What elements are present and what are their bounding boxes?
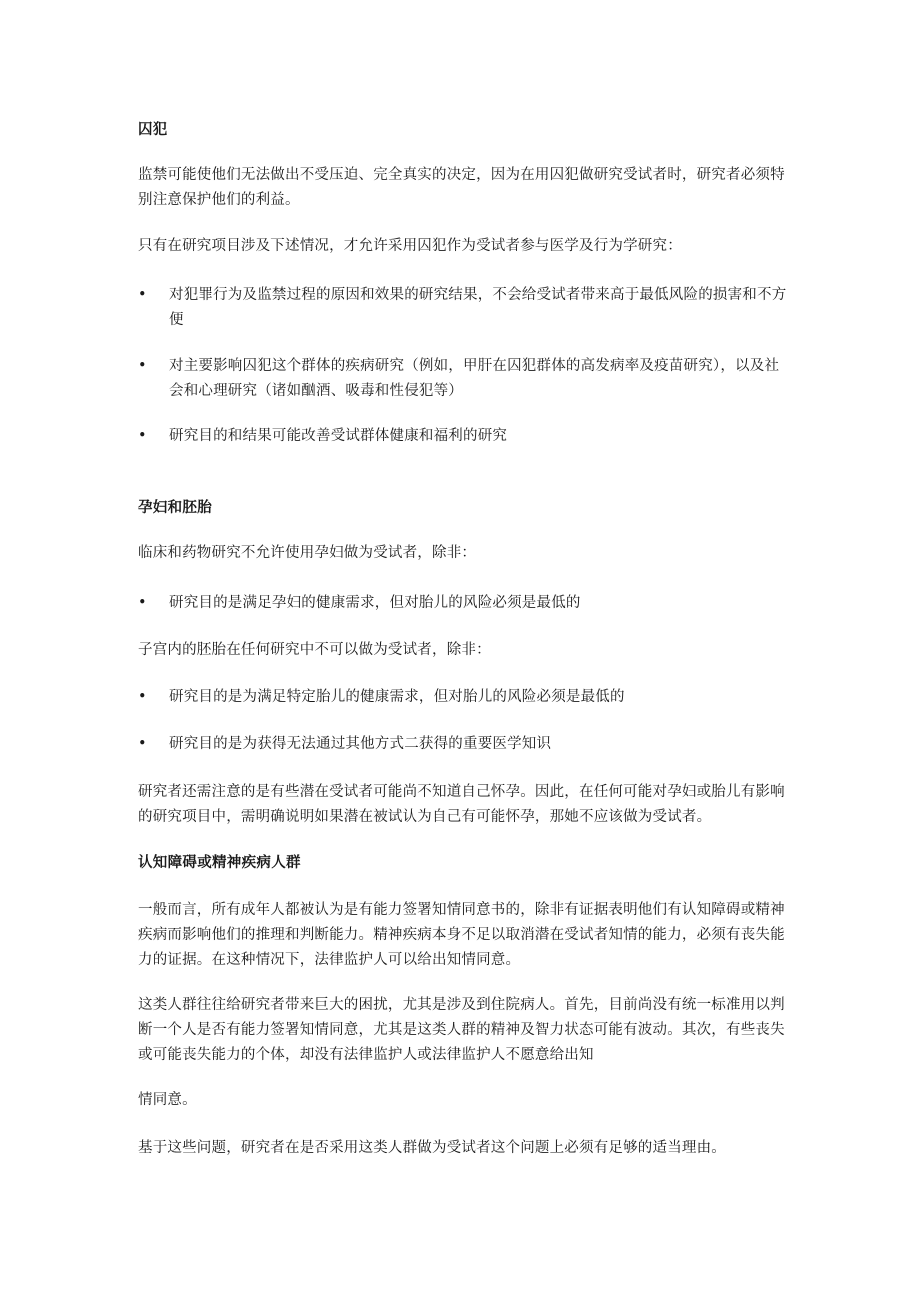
paragraph-cognitive-capacity: 一般而言，所有成年人都被认为是有能力签署知情同意书的，除非有证据表明他们有认知障碍或精神疾病而影响他们的推理和判断能力。精神疾病本身不足以取消潜在受试者知情的能力，必须有丧失能力的证据。在这种情况下，法律监护人可以给出知情同意。 xyxy=(138,902,785,968)
bullet-text: 研究目的是为满足特定胎儿的健康需求，但对胎儿的风险必须是最低的 xyxy=(169,689,625,705)
bullet-text: 对犯罪行为及监禁过程的原因和效果的研究结果，不会给受试者带来高于最低风险的损害和不方便 xyxy=(169,287,787,328)
section-heading-prisoners: 囚犯 xyxy=(138,122,168,138)
paragraph-cognitive-difficulty: 这类人群往往给研究者带来巨大的困扰，尤其是涉及到住院病人。首先，目前尚没有统一标准用以判断一个人是否有能力签署知情同意，尤其是这类人群的精神及智力状态可能有波动。其次，有些丧失或可能丧失能力的个体，却没有法律监护人或法律监护人不愿意给出知 xyxy=(138,997,785,1063)
paragraph-pregnancy-notice: 研究者还需注意的是有些潜在受试者可能尚不知道自己怀孕。因此，在任何可能对孕妇或胎儿有影响的研究项目中，需明确说明如果潜在被试认为自己有可能怀孕，那她不应该做为受试者。 xyxy=(138,784,785,825)
bullet-item-fetus-2 xyxy=(138,732,798,757)
bullet-glyph: • xyxy=(138,287,147,303)
bullet-text: 研究目的是满足孕妇的健康需求，但对胎儿的风险必须是最低的 xyxy=(169,595,581,611)
section-heading-cognitive: 认知障碍或精神疾病人群 xyxy=(138,855,301,871)
paragraph-cognitive-continued: 情同意。 xyxy=(138,1092,197,1108)
bullet-item-pregnant-1 xyxy=(138,591,798,616)
bullet-glyph: • xyxy=(138,736,147,752)
bullet-text: 研究目的和结果可能改善受试群体健康和福利的研究 xyxy=(169,428,508,444)
bullet-glyph: • xyxy=(138,595,147,611)
section-heading-pregnant: 孕妇和胚胎 xyxy=(138,500,212,516)
bullet-item-prisoners-3 xyxy=(138,424,798,449)
paragraph-prisoners-intro: 监禁可能使他们无法做出不受压迫、完全真实的决定，因为在用囚犯做研究受试者时，研究者必须特别注意保护他们的利益。 xyxy=(138,167,785,208)
paragraph-pregnant-intro: 临床和药物研究不允许使用孕妇做为受试者，除非： xyxy=(138,545,477,561)
bullet-item-fetus-1 xyxy=(138,685,798,710)
bullet-glyph: • xyxy=(138,428,147,444)
bullet-text: 对主要影响囚犯这个群体的疾病研究（例如，甲肝在囚犯群体的高发病率及疫苗研究），以及社会和心理研究（诸如酗酒、吸毒和性侵犯等） xyxy=(169,358,780,399)
bullet-item-prisoners-1 xyxy=(138,283,798,333)
paragraph-fetus-intro: 子宫内的胚胎在任何研究中不可以做为受试者，除非： xyxy=(138,642,491,658)
bullet-text: 研究目的是为获得无法通过其他方式二获得的重要医学知识 xyxy=(169,736,552,752)
paragraph-prisoners-conditions: 只有在研究项目涉及下述情况，才允许采用囚犯作为受试者参与医学及行为学研究： xyxy=(138,238,682,254)
paragraph-cognitive-justification: 基于这些问题，研究者在是否采用这类人群做为受试者这个问题上必须有足够的适当理由。 xyxy=(138,1140,726,1156)
bullet-glyph: • xyxy=(138,358,147,374)
bullet-item-prisoners-2 xyxy=(138,354,798,404)
bullet-glyph: • xyxy=(138,689,147,705)
